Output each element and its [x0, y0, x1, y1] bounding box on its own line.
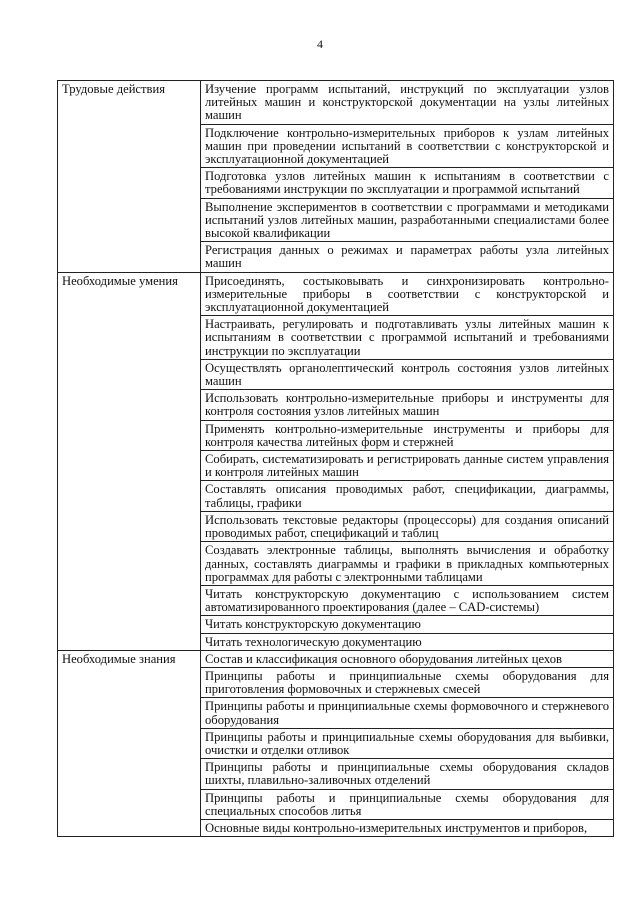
- table-row: [58, 272, 614, 316]
- table-cell: Выполнение экспериментов в соответствии с программами и методиками испытаний узлов литейных машин, разработанными специалистами более высокой квалификации: [201, 198, 614, 242]
- table-row: [58, 81, 614, 125]
- table-cell: Использовать контрольно-измерительные приборы и инструменты для контроля состояния узлов литейных машин: [201, 390, 614, 420]
- qualification-table: [57, 80, 614, 837]
- table-cell: Составлять описания проводимых работ, спецификации, диаграммы, таблицы, графики: [201, 481, 614, 511]
- table-cell: Настраивать, регулировать и подготавливать узлы литейных машин к испытаниям в соответствии с программой испытаний и требованиями инструкции по эксплуатации: [201, 316, 614, 360]
- table-cell: Принципы работы и принципиальные схемы оборудования складов шихты, плавильно-заливочных отделений: [201, 759, 614, 789]
- table-cell: Читать конструкторскую документацию с использованием систем автоматизированного проектирования (далее – CAD-системы): [201, 585, 614, 615]
- section-label-labor-actions: Трудовые действия: [58, 81, 201, 273]
- table-cell: Регистрация данных о режимах и параметрах работы узла литейных машин: [201, 242, 614, 272]
- table-cell: Подключение контрольно-измерительных приборов к узлам литейных машин при проведении испытаний в соответствии с конструкторской и эксплуатационной документацией: [201, 124, 614, 168]
- table-cell: Собирать, систематизировать и регистрировать данные систем управления и контроля литейных машин: [201, 451, 614, 481]
- table-cell: Принципы работы и принципиальные схемы оборудования для специальных способов литья: [201, 789, 614, 819]
- page-number: 4: [317, 37, 323, 51]
- table-cell: Подготовка узлов литейных машин к испытаниям в соответствии с требованиями инструкции по эксплуатации и программой испытаний: [201, 168, 614, 198]
- table-cell: Создавать электронные таблицы, выполнять вычисления и обработку данных, составлять диаграммы и графики в прикладных компьютерных программах для работы с электронными таблицами: [201, 542, 614, 586]
- table-cell: Читать конструкторскую документацию: [201, 616, 614, 633]
- table-cell: Осуществлять органолептический контроль состояния узлов литейных машин: [201, 359, 614, 389]
- table-body: [58, 81, 614, 837]
- table-cell: Использовать текстовые редакторы (процессоры) для создания описаний проводимых работ, спецификаций и таблиц: [201, 511, 614, 541]
- table-row: [58, 650, 614, 667]
- table-cell: Изучение программ испытаний, инструкций по эксплуатации узлов литейных машин и конструкторской документации на узлы литейных машин: [201, 81, 614, 125]
- table-cell: Основные виды контрольно-измерительных инструментов и приборов,: [201, 819, 614, 836]
- section-label-required-knowledge: Необходимые знания: [58, 650, 201, 836]
- table-cell: Принципы работы и принципиальные схемы оборудования для приготовления формовочных и стержневых смесей: [201, 667, 614, 697]
- table-cell: Применять контрольно-измерительные инструменты и приборы для контроля качества литейных форм и стержней: [201, 420, 614, 450]
- table-cell: Читать технологическую документацию: [201, 633, 614, 650]
- table-cell: Принципы работы и принципиальные схемы оборудования для выбивки, очистки и отделки отливок: [201, 728, 614, 758]
- table-cell: Присоединять, состыковывать и синхронизировать контрольно-измерительные приборы в соответствии с конструкторской и эксплуатационной документацией: [201, 272, 614, 316]
- table-cell: Принципы работы и принципиальные схемы формовочного и стержневого оборудования: [201, 698, 614, 728]
- table-cell: Состав и классификация основного оборудования литейных цехов: [201, 650, 614, 667]
- section-label-required-skills: Необходимые умения: [58, 272, 201, 650]
